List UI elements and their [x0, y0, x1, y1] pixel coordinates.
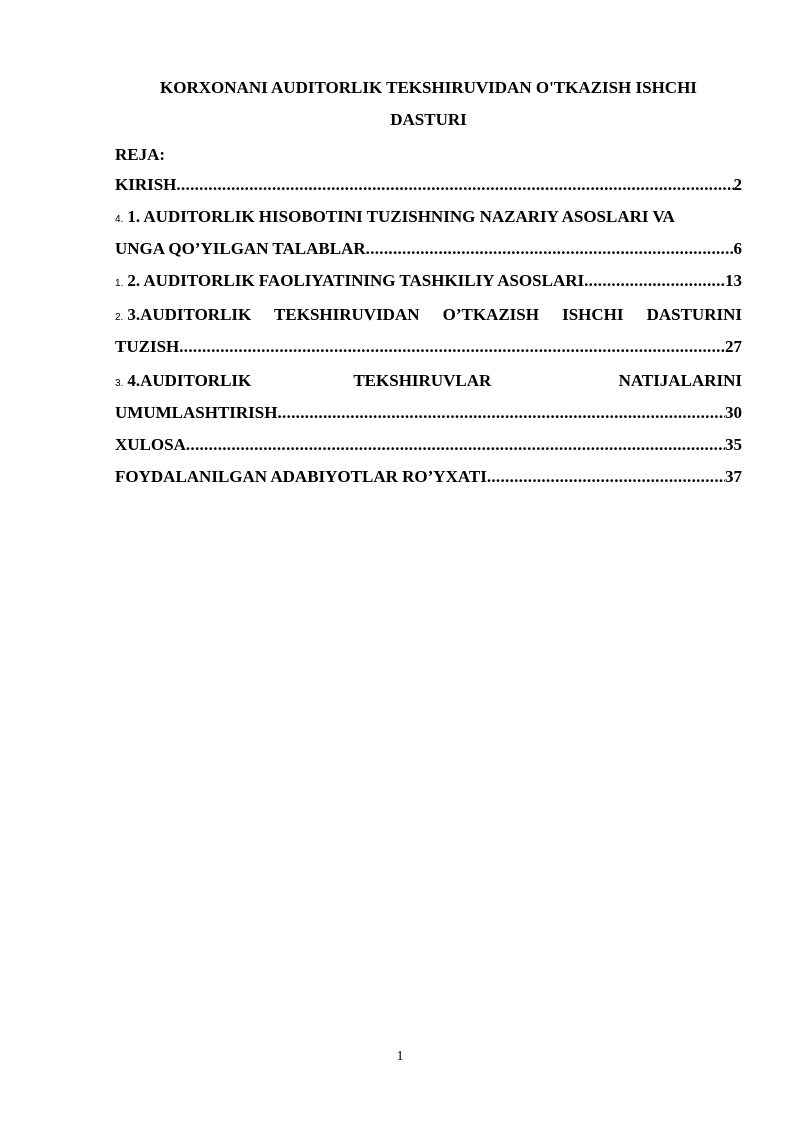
page-number: 1: [396, 1049, 404, 1064]
dot-leader: [186, 434, 725, 456]
dot-leader: [366, 238, 734, 260]
toc-entry-adabiyotlar[interactable]: [115, 466, 742, 488]
toc-page-number: 37: [725, 467, 742, 486]
toc-entry-4-line-1[interactable]: [115, 370, 742, 392]
toc-entry-label: UNGA QO’YILGAN TALABLAR: [115, 239, 366, 258]
list-marker: 2.: [115, 312, 124, 323]
toc-entry-label-part: NATIJALARINI: [618, 371, 742, 390]
toc-entry-label: XULOSA: [115, 435, 186, 454]
dot-leader: [176, 174, 733, 196]
toc-entry-label: KIRISH: [115, 175, 177, 194]
dot-leader: [179, 336, 725, 358]
toc-entry-xulosa[interactable]: [115, 434, 742, 456]
toc-entry-line: [115, 206, 675, 228]
toc-page-number: 2: [733, 175, 742, 194]
toc-entry-label: FOYDALANILGAN ADABIYOTLAR RO’YXATI: [115, 467, 487, 486]
toc-entry-line: [115, 304, 742, 326]
toc-entry-label-part: TEKSHIRUVLAR: [353, 371, 492, 390]
plan-heading: REJA:: [115, 145, 166, 164]
document-title-line-2: DASTURI: [390, 110, 467, 129]
dot-leader: [584, 270, 725, 292]
toc-entry-kirish[interactable]: [115, 174, 742, 196]
toc-page-number: 13: [725, 271, 742, 290]
toc-entry-3-line-2[interactable]: [115, 336, 742, 358]
dot-leader: [487, 466, 725, 488]
toc-entry-label: 3.AUDITORLIK TEKSHIRUVIDAN O’TKAZISH ISHCHI DASTURINI: [127, 305, 742, 324]
toc-entry-1-line-1[interactable]: [115, 206, 742, 228]
dot-leader: [277, 402, 725, 424]
list-marker: 3.: [115, 378, 124, 389]
toc-entry-label: 2. AUDITORLIK FAOLIYATINING TASHKILIY ASOSLARI: [127, 271, 585, 290]
list-marker: 1.: [115, 278, 124, 289]
toc-entry-label: UMUMLASHTIRISH: [115, 403, 278, 422]
toc-entry-label: TUZISH: [115, 337, 180, 356]
document-title-line-1: KORXONANI AUDITORLIK TEKSHIRUVIDAN O'TKAZISH ISHCHI: [160, 78, 697, 97]
toc-entry-1-line-2[interactable]: [115, 238, 742, 260]
toc-entry-label-part: 4.AUDITORLIK: [127, 371, 252, 390]
list-marker: 4.: [115, 214, 124, 225]
toc-entry-3-line-1[interactable]: [115, 304, 742, 326]
toc-entry-label: 1. AUDITORLIK HISOBOTINI TUZISHNING NAZARIY ASOSLARI VA: [127, 207, 675, 226]
toc-page-number: 35: [725, 435, 742, 454]
toc-page-number: 6: [733, 239, 742, 258]
toc-entry-4-line-2[interactable]: [115, 402, 742, 424]
toc-page-number: 27: [725, 337, 742, 356]
toc-entry-2[interactable]: [115, 270, 742, 292]
toc-page-number: 30: [725, 403, 742, 422]
